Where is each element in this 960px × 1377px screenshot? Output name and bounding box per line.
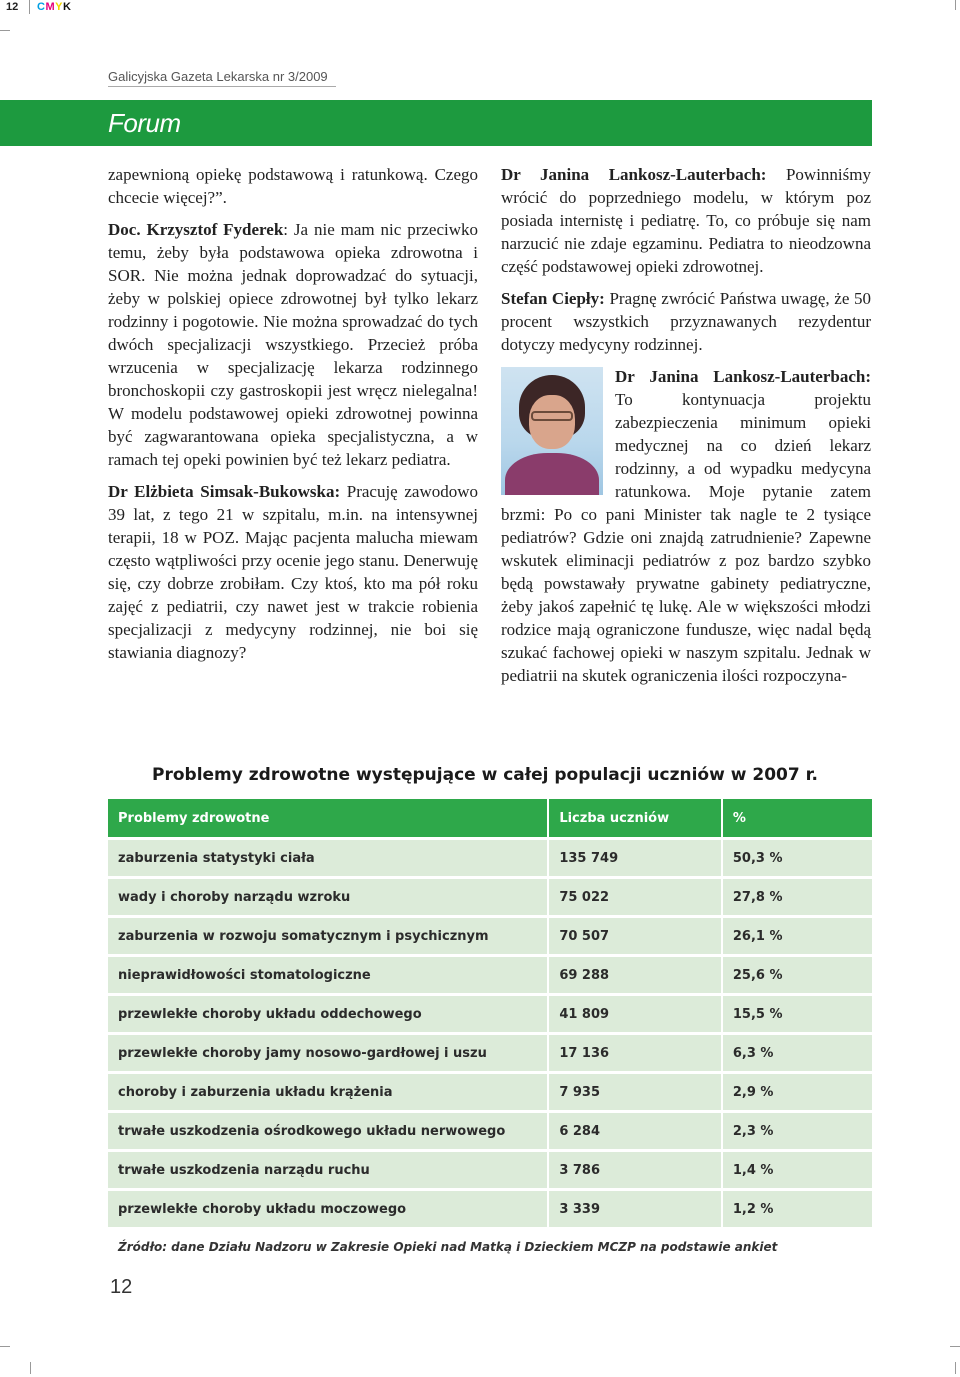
section-title: Forum xyxy=(108,108,181,138)
cell-percent: 2,9 % xyxy=(722,1073,872,1112)
page-number: 12 xyxy=(110,1276,133,1298)
cell-percent: 25,6 % xyxy=(722,956,872,995)
paragraph-text: Pracuję zawodowo 39 lat, z tego 21 w szpitalu, m.in. na intensywnej terapii, 18 w POZ. Mając pacjenta malucha miewam często wątpliwości przy ocenie jego stanu. Denerwuję się, czy dobrze zrobiłam. Czy ktoś, kto ma pół roku zajęć z pediatrii, czy nawet jest w trakcie robienia specjalizacji z medycyny rodzinnej, nie boi się stawiania diagnozy? xyxy=(108,482,478,662)
cell-count: 70 507 xyxy=(548,917,722,956)
table-row xyxy=(108,1034,872,1073)
paragraph xyxy=(501,163,871,278)
column-header-percent: % xyxy=(722,799,872,839)
table-source-note: Źródło: dane Działu Nadzoru w Zakresie Opieki nad Matką i Dzieckiem MCZP na podstawie ankiet xyxy=(118,1240,778,1254)
cmyk-c: C xyxy=(37,1,46,13)
cell-count: 135 749 xyxy=(548,839,722,878)
cell-count: 75 022 xyxy=(548,878,722,917)
portrait-body xyxy=(505,453,599,495)
journal-title: Galicyjska Gazeta Lekarska nr 3/2009 xyxy=(108,69,336,87)
speaker-name: Dr Janina Lankosz-Lauterbach: xyxy=(615,367,871,386)
portrait-face xyxy=(529,395,575,449)
health-problems-table xyxy=(108,799,872,1227)
crop-mark-top-right xyxy=(955,0,956,10)
speaker-name: Dr Elżbieta Simsak-Bukowska: xyxy=(108,482,341,501)
paragraph xyxy=(501,365,871,687)
cell-problem: trwałe uszkodzenia narządu ruchu xyxy=(108,1151,548,1190)
crop-mark-bottom-right-h xyxy=(950,1346,960,1347)
table-title: Problemy zdrowotne występujące w całej populacji uczniów w 2007 r. xyxy=(152,765,819,785)
cell-problem: wady i choroby narządu wzroku xyxy=(108,878,548,917)
cell-percent: 2,3 % xyxy=(722,1112,872,1151)
crop-mark-bottom-right-v xyxy=(955,1362,956,1374)
paragraph xyxy=(108,218,478,471)
cmyk-marker xyxy=(37,0,71,14)
cell-problem: choroby i zaburzenia układu krążenia xyxy=(108,1073,548,1112)
paragraph-text: : Ja nie mam nic przeciwko temu, żeby była podstawowa opieka zdrowotna i SOR. Nie można jednak doprowadzać do sytuacji, żeby w polskiej opiece zdrowotnej był tylko lekarz rodzinny i pogotowie. Nie można sprowadzać do tych dwóch specjalizacji wszystkiego. Przecież próba wrzucenia w specjalizację lekarza rodzinnego bronchoskopii czy gastroskopii jest wręcz nielegalna! W modelu podstawowej opieki zdrowotnej powinna być zagwarantowana opieka specjalistyczna, a w ramach tej opeki powinien być też lekarz pediatra. xyxy=(108,220,478,469)
cell-problem: przewlekłe choroby jamy nosowo-gardłowej i uszu xyxy=(108,1034,548,1073)
paragraph xyxy=(108,480,478,664)
cell-percent: 6,3 % xyxy=(722,1034,872,1073)
speaker-name: Stefan Ciepły: xyxy=(501,289,605,308)
cell-problem: zaburzenia w rozwoju somatycznym i psychicznym xyxy=(108,917,548,956)
paragraph-text: To kontynuacja projektu zabezpieczenia minimum opieki medycznej na co dzień lekarz rodzinny, a od wypadku medycyna ratunkowa. Moje pytanie zatem brzmi: Po co pani Minister tak nagle te 2 tysiące pediatrów? Gdzie oni znajdą zatrudnienie? Zapewne wskutek eliminacji pediatrów z poz bardzo szybko będą powstawały prywatne gabinety pediatryczne, żeby jakoś zapełnić tę lukę. Ale w większości młodzi rodzice mają ograniczone fundusze, więc nadal będą szukać fachowej opieki w naszym szpitalu. Jednak w pediatrii na skutek ograniczenia ilości rozpoczyna- xyxy=(501,390,871,685)
cell-percent: 26,1 % xyxy=(722,917,872,956)
cell-percent: 50,3 % xyxy=(722,839,872,878)
print-separator xyxy=(29,0,30,14)
table-row xyxy=(108,1151,872,1190)
table-row xyxy=(108,1112,872,1151)
paragraph xyxy=(501,287,871,356)
crop-mark-bottom-left-v xyxy=(30,1362,31,1374)
cmyk-m: M xyxy=(45,1,56,13)
cell-count: 41 809 xyxy=(548,995,722,1034)
cell-percent: 1,2 % xyxy=(722,1190,872,1228)
paragraph: zapewnioną opiekę podstawową i ratunkową. Czego chcecie więcej?”. xyxy=(108,165,478,207)
cmyk-y: Y xyxy=(55,1,63,13)
portrait-glasses xyxy=(531,411,573,421)
speaker-portrait xyxy=(501,367,603,495)
table-header-row xyxy=(108,799,872,839)
speaker-name: Dr Janina Lankosz-Lauterbach: xyxy=(501,165,767,184)
cell-problem: trwałe uszkodzenia ośrodkowego układu nerwowego xyxy=(108,1112,548,1151)
column-header-count: Liczba uczniów xyxy=(548,799,722,839)
cell-problem: przewlekłe choroby układu oddechowego xyxy=(108,995,548,1034)
cell-count: 3 786 xyxy=(548,1151,722,1190)
table-row xyxy=(108,1073,872,1112)
print-page-number: 12 xyxy=(6,1,19,13)
table-row xyxy=(108,995,872,1034)
cell-percent: 15,5 % xyxy=(722,995,872,1034)
crop-mark-top-left xyxy=(0,30,10,31)
speaker-name: Doc. Krzysztof Fyderek xyxy=(108,220,284,239)
cell-problem: przewlekłe choroby układu moczowego xyxy=(108,1190,548,1228)
cell-count: 69 288 xyxy=(548,956,722,995)
table-row xyxy=(108,878,872,917)
cell-count: 3 339 xyxy=(548,1190,722,1228)
cmyk-k: K xyxy=(62,1,72,13)
cell-count: 17 136 xyxy=(548,1034,722,1073)
table-row xyxy=(108,1190,872,1228)
table-row xyxy=(108,839,872,878)
paragraph-text: Pragnę zwrócić Państwa uwagę, że 50 procent wszystkich przyznawanych rezydentur dotyczy medycyny rodzinnej. xyxy=(501,289,872,354)
column-header-problem: Problemy zdrowotne xyxy=(108,799,548,839)
cell-percent: 27,8 % xyxy=(722,878,872,917)
table-row xyxy=(108,956,872,995)
cell-problem: nieprawidłowości stomatologiczne xyxy=(108,956,548,995)
crop-mark-bottom-left-h xyxy=(0,1346,10,1347)
cell-count: 7 935 xyxy=(548,1073,722,1112)
cell-problem: zaburzenia statystyki ciała xyxy=(108,839,548,878)
cell-percent: 1,4 % xyxy=(722,1151,872,1190)
right-column xyxy=(501,163,871,696)
cell-count: 6 284 xyxy=(548,1112,722,1151)
paragraph-text: Powinniśmy wrócić do poprzedniego modelu, w którym poz posiada internistę i pediatrę. To, co próbuje się nam narzucić nie zdaje egzaminu. Pediatra to nieodzowna część podstawowej opieki zdrowotnej. xyxy=(501,165,871,276)
left-column xyxy=(108,163,478,673)
table-row xyxy=(108,917,872,956)
